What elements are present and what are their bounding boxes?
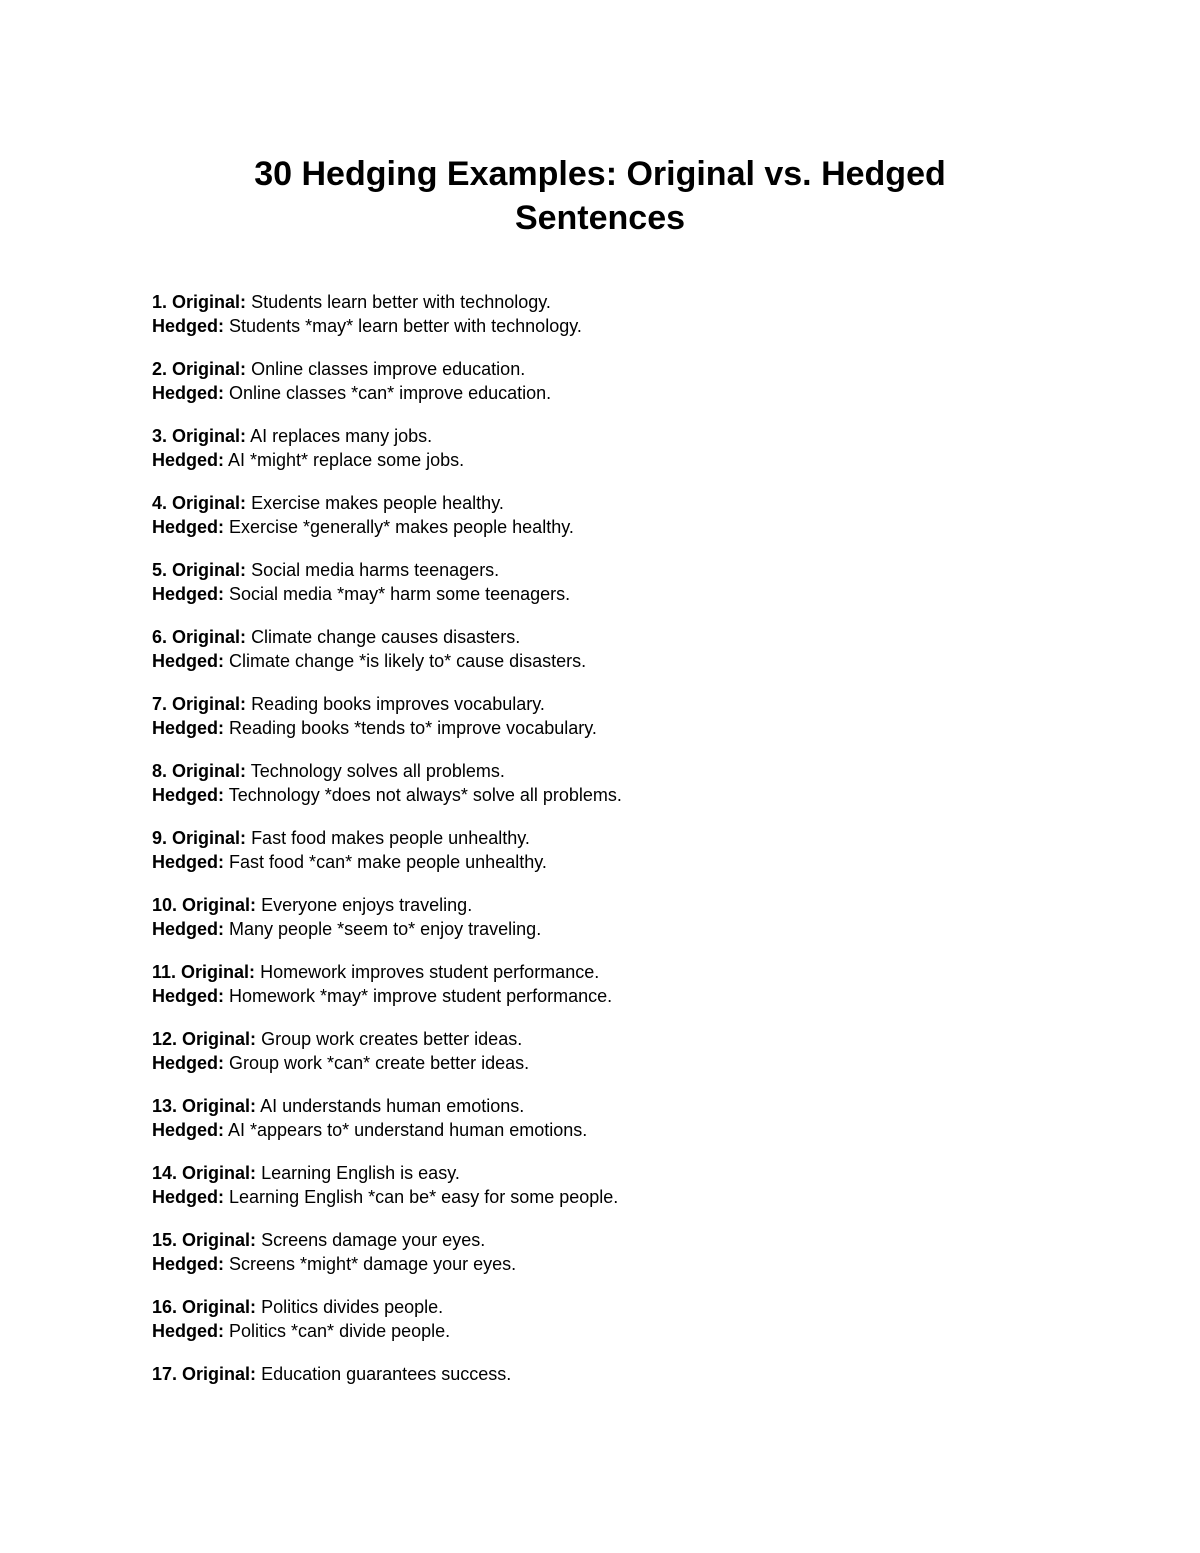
hedged-label: Hedged: xyxy=(152,785,224,805)
original-sentence xyxy=(152,491,1112,515)
hedged-text: Students *may* learn better with technology. xyxy=(229,316,582,336)
original-label: Original: xyxy=(172,761,247,781)
hedged-text: Social media *may* harm some teenagers. xyxy=(229,584,571,604)
hedged-label: Hedged: xyxy=(152,919,224,939)
list-item xyxy=(152,290,1112,338)
original-label: Original: xyxy=(172,493,247,513)
list-item xyxy=(152,424,1112,472)
item-number: 13. xyxy=(152,1096,178,1116)
original-sentence xyxy=(152,1362,1112,1386)
item-number: 8. xyxy=(152,761,168,781)
original-sentence xyxy=(152,1094,1112,1118)
original-text: Climate change causes disasters. xyxy=(251,627,521,647)
item-number: 7. xyxy=(152,694,168,714)
hedged-sentence xyxy=(152,381,1112,405)
hedged-sentence xyxy=(152,716,1112,740)
list-item xyxy=(152,692,1112,740)
list-item xyxy=(152,558,1112,606)
original-label: Original: xyxy=(172,560,247,580)
original-sentence xyxy=(152,357,1112,381)
hedged-label: Hedged: xyxy=(152,1254,224,1274)
hedged-label: Hedged: xyxy=(152,517,224,537)
page-title xyxy=(0,152,1200,240)
hedged-label: Hedged: xyxy=(152,584,224,604)
original-text: AI replaces many jobs. xyxy=(250,426,433,446)
hedged-sentence xyxy=(152,1319,1112,1343)
original-text: Learning English is easy. xyxy=(261,1163,460,1183)
list-item xyxy=(152,1362,1112,1386)
list-item xyxy=(152,357,1112,405)
hedged-text: Politics *can* divide people. xyxy=(229,1321,451,1341)
original-label: Original: xyxy=(182,1364,257,1384)
item-number: 2. xyxy=(152,359,168,379)
page-title-line-1: 30 Hedging Examples: Original vs. Hedged xyxy=(254,155,946,193)
hedged-text: Technology *does not always* solve all problems. xyxy=(228,785,622,805)
item-number: 17. xyxy=(152,1364,178,1384)
item-number: 4. xyxy=(152,493,168,513)
original-text: Everyone enjoys traveling. xyxy=(261,895,473,915)
item-number: 9. xyxy=(152,828,168,848)
original-label: Original: xyxy=(181,962,256,982)
hedged-sentence xyxy=(152,448,1112,472)
original-label: Original: xyxy=(182,1096,257,1116)
original-label: Original: xyxy=(182,895,257,915)
list-item xyxy=(152,1094,1112,1142)
original-sentence xyxy=(152,1161,1112,1185)
original-label: Original: xyxy=(172,359,247,379)
hedged-sentence xyxy=(152,850,1112,874)
list-item xyxy=(152,759,1112,807)
original-sentence xyxy=(152,558,1112,582)
hedged-label: Hedged: xyxy=(152,450,224,470)
original-text: Social media harms teenagers. xyxy=(251,560,500,580)
hedged-sentence xyxy=(152,1252,1112,1276)
original-text: Technology solves all problems. xyxy=(250,761,505,781)
item-number: 11. xyxy=(152,962,177,982)
item-number: 1. xyxy=(152,292,168,312)
original-text: Students learn better with technology. xyxy=(251,292,551,312)
hedged-label: Hedged: xyxy=(152,986,224,1006)
list-item xyxy=(152,1228,1112,1276)
hedged-sentence xyxy=(152,649,1112,673)
original-label: Original: xyxy=(182,1163,257,1183)
original-label: Original: xyxy=(172,828,247,848)
list-item xyxy=(152,960,1112,1008)
item-number: 10. xyxy=(152,895,178,915)
list-item xyxy=(152,826,1112,874)
original-text: Homework improves student performance. xyxy=(260,962,600,982)
hedged-sentence xyxy=(152,1051,1112,1075)
hedged-label: Hedged: xyxy=(152,383,224,403)
original-sentence xyxy=(152,1228,1112,1252)
original-label: Original: xyxy=(182,1230,257,1250)
item-number: 6. xyxy=(152,627,168,647)
hedged-text: AI *appears to* understand human emotions. xyxy=(228,1120,588,1140)
hedged-label: Hedged: xyxy=(152,1053,224,1073)
hedged-text: Homework *may* improve student performance. xyxy=(229,986,613,1006)
hedged-text: AI *might* replace some jobs. xyxy=(228,450,465,470)
hedged-text: Reading books *tends to* improve vocabulary. xyxy=(229,718,597,738)
original-sentence xyxy=(152,826,1112,850)
original-sentence xyxy=(152,960,1112,984)
original-label: Original: xyxy=(172,426,247,446)
original-text: Politics divides people. xyxy=(261,1297,444,1317)
hedged-label: Hedged: xyxy=(152,852,224,872)
item-number: 14. xyxy=(152,1163,178,1183)
hedged-label: Hedged: xyxy=(152,1187,224,1207)
hedged-sentence xyxy=(152,515,1112,539)
original-sentence xyxy=(152,759,1112,783)
original-label: Original: xyxy=(182,1297,257,1317)
list-item xyxy=(152,1161,1112,1209)
hedged-label: Hedged: xyxy=(152,316,224,336)
hedged-label: Hedged: xyxy=(152,651,224,671)
original-sentence xyxy=(152,692,1112,716)
hedged-text: Fast food *can* make people unhealthy. xyxy=(229,852,547,872)
hedged-sentence xyxy=(152,783,1112,807)
list-item xyxy=(152,1295,1112,1343)
original-text: Group work creates better ideas. xyxy=(261,1029,523,1049)
hedged-text: Screens *might* damage your eyes. xyxy=(229,1254,517,1274)
original-text: AI understands human emotions. xyxy=(260,1096,525,1116)
original-text: Fast food makes people unhealthy. xyxy=(251,828,530,848)
hedged-sentence xyxy=(152,314,1112,338)
hedged-text: Group work *can* create better ideas. xyxy=(229,1053,530,1073)
original-sentence xyxy=(152,290,1112,314)
hedged-text: Learning English *can be* easy for some people. xyxy=(229,1187,619,1207)
hedged-label: Hedged: xyxy=(152,718,224,738)
list-item xyxy=(152,893,1112,941)
original-text: Education guarantees success. xyxy=(261,1364,512,1384)
item-number: 12. xyxy=(152,1029,178,1049)
original-sentence xyxy=(152,893,1112,917)
original-text: Online classes improve education. xyxy=(251,359,526,379)
hedged-sentence xyxy=(152,1185,1112,1209)
original-label: Original: xyxy=(172,694,247,714)
item-number: 3. xyxy=(152,426,168,446)
original-sentence xyxy=(152,424,1112,448)
original-sentence xyxy=(152,1295,1112,1319)
original-label: Original: xyxy=(172,292,247,312)
hedged-sentence xyxy=(152,1118,1112,1142)
hedged-label: Hedged: xyxy=(152,1321,224,1341)
page-title-line-2: Sentences xyxy=(514,199,686,237)
item-number: 15. xyxy=(152,1230,178,1250)
original-text: Screens damage your eyes. xyxy=(261,1230,486,1250)
item-number: 5. xyxy=(152,560,168,580)
original-sentence xyxy=(152,1027,1112,1051)
original-text: Exercise makes people healthy. xyxy=(251,493,504,513)
list-item xyxy=(152,491,1112,539)
item-number: 16. xyxy=(152,1297,178,1317)
hedged-text: Exercise *generally* makes people healthy. xyxy=(229,517,574,537)
original-sentence xyxy=(152,625,1112,649)
hedged-text: Online classes *can* improve education. xyxy=(229,383,552,403)
hedged-sentence xyxy=(152,984,1112,1008)
hedged-sentence xyxy=(152,917,1112,941)
list-item xyxy=(152,625,1112,673)
hedged-text: Many people *seem to* enjoy traveling. xyxy=(229,919,542,939)
list-item xyxy=(152,1027,1112,1075)
hedged-sentence xyxy=(152,582,1112,606)
hedged-label: Hedged: xyxy=(152,1120,224,1140)
original-text: Reading books improves vocabulary. xyxy=(251,694,545,714)
hedged-text: Climate change *is likely to* cause disasters. xyxy=(229,651,587,671)
examples-list xyxy=(152,290,1112,1405)
original-label: Original: xyxy=(172,627,247,647)
original-label: Original: xyxy=(182,1029,257,1049)
